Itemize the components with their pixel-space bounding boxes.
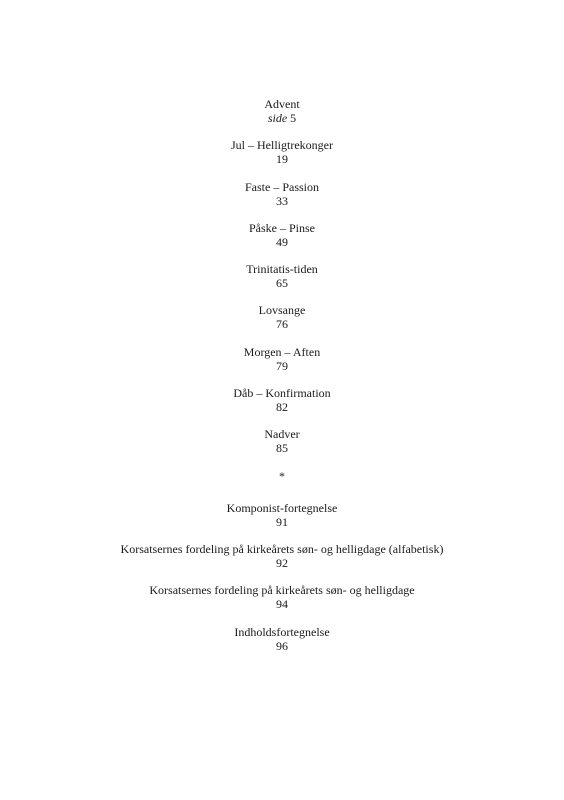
toc-entry [0, 386, 564, 414]
toc-entry-page: 85 [276, 441, 288, 456]
toc-entry-title: Nadver [264, 427, 300, 442]
toc-entry [0, 221, 564, 249]
toc-entry-title: Advent [264, 97, 300, 111]
table-of-contents [0, 97, 564, 666]
page-number: 5 [290, 111, 297, 125]
toc-entry-page: 33 [276, 193, 288, 208]
toc-entry [0, 501, 564, 529]
toc-entry-title: Jul – Helligtrekonger [231, 138, 333, 153]
toc-entry-page: 96 [276, 638, 288, 653]
toc-entry-page: 76 [276, 317, 288, 332]
toc-entry-page: 82 [276, 400, 288, 415]
toc-entry-page: 92 [276, 555, 288, 570]
page-prefix: side [267, 111, 288, 125]
toc-entry [0, 262, 564, 290]
section-separator: * [279, 468, 285, 483]
toc-entry [0, 625, 564, 653]
toc-entry-title: Trinitatis-tiden [246, 262, 318, 277]
toc-entry-title: Korsatsernes fordeling på kirkeårets søn- og helligdage [149, 583, 415, 598]
toc-entry-page: 65 [276, 276, 288, 291]
toc-entry-page: 19 [276, 152, 288, 167]
toc-entry-page: 91 [276, 514, 288, 529]
toc-entry-title: Morgen – Aften [243, 344, 321, 359]
toc-entry [0, 583, 564, 611]
toc-entry [0, 345, 564, 373]
toc-entry-title: Påske – Pinse [249, 220, 315, 235]
toc-entry [0, 303, 564, 331]
toc-entry [0, 542, 564, 570]
toc-entry-page: 79 [276, 358, 288, 373]
toc-entry-page: 94 [276, 597, 288, 612]
toc-entry-advent [0, 97, 564, 125]
toc-entry-title: Dåb – Konfirmation [233, 386, 331, 401]
toc-entry-page [0, 111, 564, 125]
toc-entry-title: Lovsange [258, 303, 306, 318]
toc-entry-title: Indholdsfortegnelse [234, 624, 330, 639]
toc-entry-title: Komponist-fortegnelse [226, 500, 338, 515]
toc-entry-title: Korsatsernes fordeling på kirkeårets søn- og helligdage (alfabetisk) [120, 541, 444, 556]
toc-entry [0, 180, 564, 208]
toc-entry-page: 49 [276, 234, 288, 249]
toc-entry [0, 138, 564, 166]
toc-entry-title: Faste – Passion [244, 179, 319, 194]
toc-entry [0, 427, 564, 455]
